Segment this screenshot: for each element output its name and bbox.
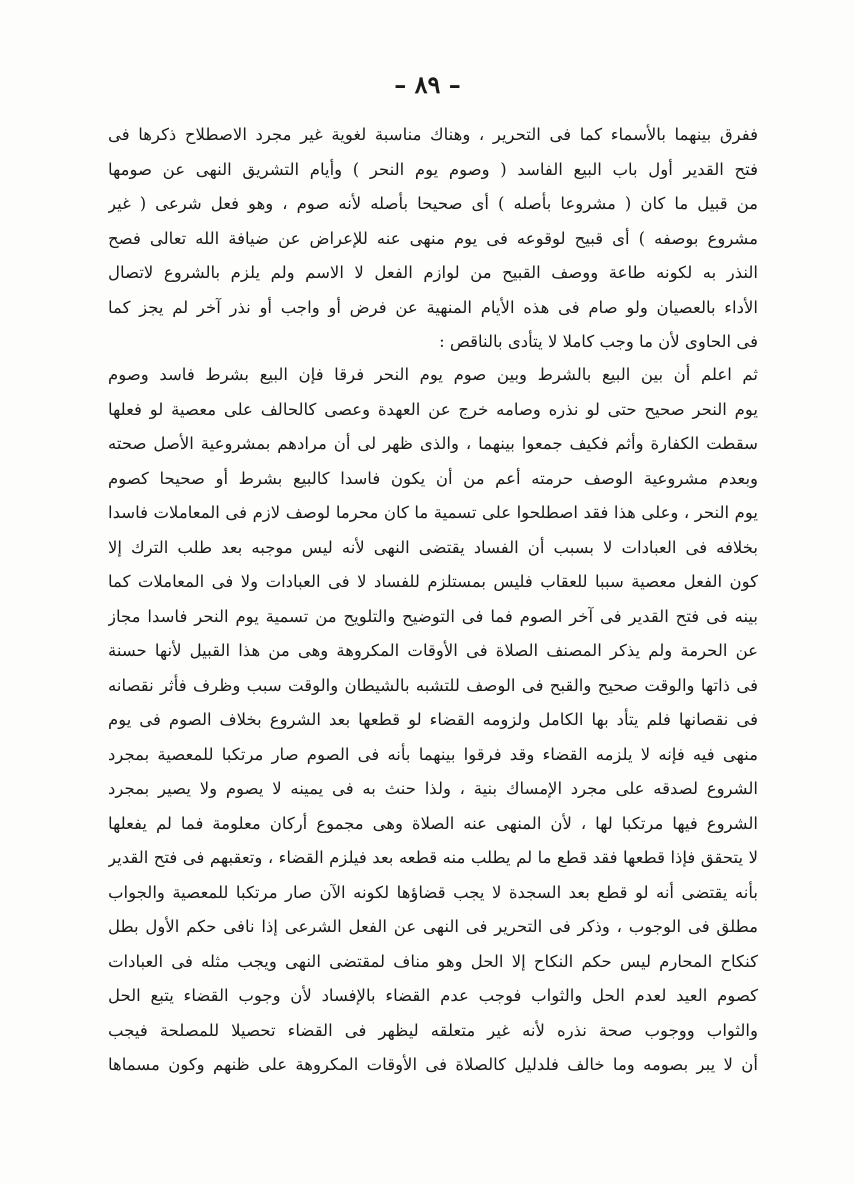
paragraph-2	[108, 358, 758, 1083]
text-line: ثم اعلم أن بين البيع بالشرط وبين صوم يوم النحر فرقا فإن البيع بشرط فاسد وصوم	[108, 365, 758, 384]
text-line: بخلافه فى العبادات لا بسبب أن الفساد يقتضى النهى لأنه ليس موجبه بعد طلب الترك إلا	[108, 537, 758, 557]
text-line: بينه فى فتح القدير فى آخر الصوم فما فى التوضيح والتلويح من تسمية يوم النحر فاسدا مجاز	[108, 606, 758, 626]
text-line: سقطت الكفارة وأثم فكيف جمعوا بينهما ، والذى ظهر لى أن مرادهم بمشروعية الأصل صحته	[108, 434, 758, 453]
paragraph-1	[108, 118, 758, 360]
text-line: الشروع لصدقه على مجرد الإمساك بنية ، ولذا حنث به فى يمينه لا يصوم ولا يصير بمجرد	[108, 779, 758, 798]
text-line: الأداء بالعصيان ولو صام فى هذه الأيام المنهية عن فرض أو واجب أو نذر آخر لم يجز كما	[108, 297, 758, 317]
text-line: فتح القدير أول باب البيع الفاسد ( وصوم يوم النحر ) وأيام التشريق النهى عن صومها	[108, 159, 758, 179]
text-line: بأنه يقتضى أنه لو قطع بعد السجدة لا يجب قضاؤها لكونه الآن صار مرتكبا للمعصية والجواب	[108, 882, 758, 902]
text-line: مطلق فى الوجوب ، وذكر فى التحرير فى النهى عن الفعل الشرعى إذا نافى حكم الأول بطل	[108, 917, 758, 936]
text-line: منهى فيه فإنه لا يلزمه القضاء وقد فرقوا بينهما بأنه فى الصوم صار مرتكبا للمعصية بمجرد	[108, 744, 758, 764]
text-line: الشروع فيها مرتكبا لها ، لأن المنهى عنه الصلاة وهى مجموع أركان معلومة فما لم يفعلها	[108, 813, 758, 833]
text-line: والثواب ووجوب صحة نذره لأنه غير متعلقه ليظهر فى القضاء تحصيلا للمصلحة فيجب	[108, 1020, 758, 1040]
text-line: يوم النحر ، وعلى هذا فقد اصطلحوا على تسمية ما كان محرما لوصف لازم فى المعاملات فاسدا	[108, 503, 758, 522]
text-line: كنكاح المحارم ليس حكم النكاح إلا الحل وهو مناف لمقتضى النهى ويجب مثله فى العبادات	[108, 951, 758, 971]
text-line: يوم النحر صحيح حتى لو نذره وصامه خرج عن العهدة وعصى كالحالف على معصية لو فعلها	[108, 399, 758, 419]
text-line: وبعدم مشروعية الوصف حرمته أعم من أن يكون فاسدا كالبيع بشرط أو صحيحا كصوم	[108, 468, 758, 488]
text-line: أن لا يبر بصومه وما خالف فلدليل كالصلاة فى الأوقات المكروهة على ظنهم وكون مسماها	[108, 1055, 758, 1074]
text-line: كصوم العيد لعدم الحل والثواب فوجب عدم القضاء بالإفساد لأن وجوب القضاء يتبع الحل	[108, 986, 758, 1005]
page-number: – ٨٩ –	[394, 70, 461, 99]
text-line: لا يتحقق فإذا قطعها فقد قطع ما لم يطلب منه قطعه بعد فيلزم القضاء ، وتعقبهم فى فتح القدير	[108, 848, 758, 867]
text-line: فى ذاتها والوقت صحيح والقبح فى الوصف للتشبه بالشيطان والوقت سبب وظرف فأثر نقصانه	[108, 675, 758, 695]
text-line: فى الحاوى لأن ما وجب كاملا لا يتأدى بالناقص :	[439, 332, 758, 351]
text-line: كون الفعل معصية سببا للعقاب فليس بمستلزم للفساد لا فى العبادات ولا فى المعاملات كما	[108, 572, 758, 591]
text-line: ففرق بينهما بالأسماء كما فى التحرير ، وهناك مناسبة لغوية غير مجرد الاصطلاح ذكرها فى	[108, 125, 758, 144]
text-line: من قبيل ما كان ( مشروعا بأصله ) أى صحيحا بأصله لأنه صوم ، وهو فعل شرعى ( غير	[108, 194, 758, 213]
text-line: عن الحرمة ولم يذكر المصنف الصلاة فى الأوقات المكروهة وهى من هذا القبيل لأنها حسنة	[108, 641, 758, 660]
text-line: النذر به لكونه طاعة ووصف القبيح من لوازم الفعل لا الاسم ولم يلزم بالشروع لاتصال	[108, 263, 758, 282]
text-line: فى نقصانها فلم يتأد بها الكامل ولزومه القضاء لو قطعها بعد الشروع بخلاف الصوم فى يوم	[108, 710, 758, 729]
text-line: مشروع بوصفه ) أى قبيح لوقوعه فى يوم منهى عنه للإعراض عن ضيافة الله تعالى فصح	[108, 228, 758, 248]
